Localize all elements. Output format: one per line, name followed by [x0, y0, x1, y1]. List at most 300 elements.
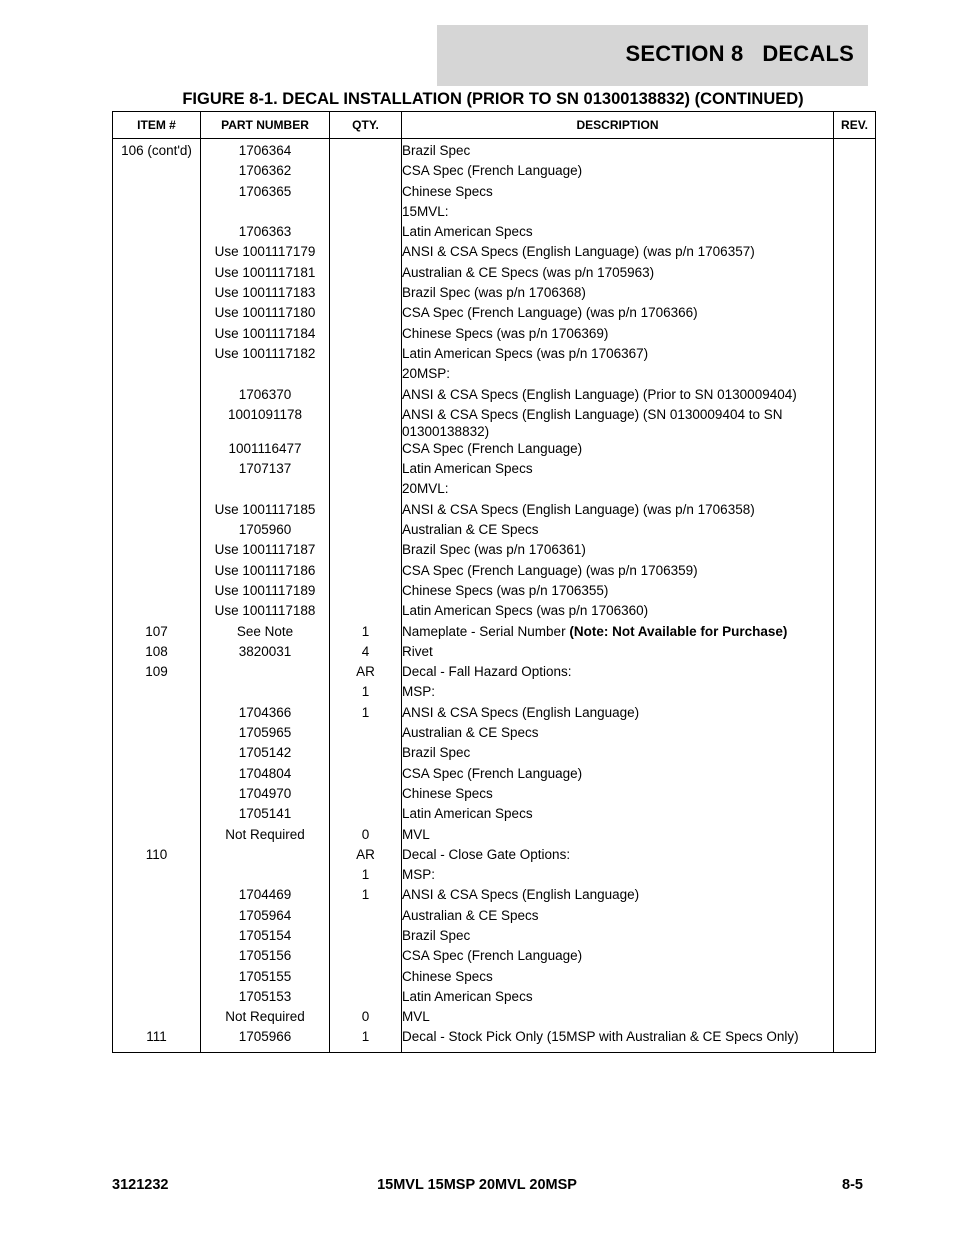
description-text: Australian & CE Specs: [402, 522, 539, 538]
qty-cell: [330, 264, 402, 284]
part-number-cell: [201, 203, 330, 223]
description-text: Brazil Spec: [402, 143, 471, 158]
description-text: CSA Spec (French Language) (was p/n 1706359): [402, 562, 698, 578]
table-row: [113, 683, 876, 703]
description-text: Chinese Specs: [402, 183, 493, 199]
description-text: Latin American Specs: [402, 988, 533, 1004]
qty-cell: [330, 724, 402, 744]
part-number-cell: 1706365: [201, 183, 330, 203]
description-cell: [402, 521, 834, 541]
item-number-cell: [113, 480, 201, 500]
description-cell: [402, 683, 834, 703]
table-row: [113, 541, 876, 561]
footer-models: 15MVL 15MSP 20MVL 20MSP: [377, 1177, 577, 1193]
table-row: [113, 866, 876, 886]
item-number-cell: [113, 183, 201, 203]
item-number-cell: 106 (cont'd): [113, 139, 201, 163]
description-cell: [402, 284, 834, 304]
rev-cell: [834, 139, 876, 163]
description-text: CSA Spec (French Language) (was p/n 1706366): [402, 305, 698, 321]
part-number-cell: Use 1001117183: [201, 284, 330, 304]
part-number-cell: 1704804: [201, 765, 330, 785]
description-text: ANSI & CSA Specs (English Language) (Prior to SN 0130009404): [402, 386, 797, 402]
table-row: [113, 927, 876, 947]
table-row: [113, 264, 876, 284]
description-cell: [402, 744, 834, 764]
description-cell: [402, 203, 834, 223]
description-text: ANSI & CSA Specs (English Language) (was p/n 1706358): [402, 501, 755, 517]
rev-cell: [834, 243, 876, 263]
table-row: [113, 947, 876, 967]
qty-cell: [330, 988, 402, 1008]
description-cell: [402, 886, 834, 906]
table-row: [113, 968, 876, 988]
part-number-cell: 1707137: [201, 460, 330, 480]
rev-cell: [834, 406, 876, 440]
table-row: [113, 602, 876, 622]
description-text: ANSI & CSA Specs (English Language) (was p/n 1706357): [402, 244, 755, 260]
description-text: Latin American Specs (was p/n 1706360): [402, 603, 649, 619]
qty-cell: [330, 183, 402, 203]
description-text: Brazil Spec: [402, 927, 471, 943]
description-text: MSP:: [402, 684, 436, 700]
item-number-cell: [113, 345, 201, 365]
table-row: [113, 988, 876, 1008]
qty-cell: [330, 325, 402, 345]
description-cell: [402, 264, 834, 284]
rev-cell: [834, 866, 876, 886]
item-number-cell: [113, 304, 201, 324]
rev-cell: [834, 886, 876, 906]
rev-cell: [834, 704, 876, 724]
item-number-cell: [113, 602, 201, 622]
rev-cell: [834, 365, 876, 385]
table-row: [113, 139, 876, 163]
description-text: Latin American Specs: [402, 224, 533, 240]
qty-cell: [330, 223, 402, 243]
rev-cell: [834, 623, 876, 643]
rev-cell: [834, 927, 876, 947]
header-description: DESCRIPTION: [402, 112, 834, 139]
description-cell: [402, 386, 834, 406]
part-number-cell: Use 1001117187: [201, 541, 330, 561]
rev-cell: [834, 284, 876, 304]
qty-cell: [330, 440, 402, 460]
description-text: CSA Spec (French Language): [402, 163, 583, 179]
table-row: [113, 243, 876, 263]
table-row: [113, 162, 876, 182]
rev-cell: [834, 345, 876, 365]
item-number-cell: [113, 907, 201, 927]
description-text: Nameplate - Serial Number: [402, 623, 570, 639]
table-row: [113, 704, 876, 724]
rev-cell: [834, 203, 876, 223]
rev-cell: [834, 968, 876, 988]
qty-cell: [330, 386, 402, 406]
description-cell: [402, 988, 834, 1008]
description-text: ANSI & CSA Specs (English Language) (SN 0130009404 to SN 01300138832): [402, 406, 783, 439]
rev-cell: [834, 501, 876, 521]
qty-cell: [330, 345, 402, 365]
description-cell: [402, 223, 834, 243]
description-text: Chinese Specs (was p/n 1706355): [402, 582, 609, 598]
rev-cell: [834, 162, 876, 182]
table-row: [113, 744, 876, 764]
part-number-cell: 1705964: [201, 907, 330, 927]
description-text: MVL: [402, 1009, 430, 1025]
qty-cell: [330, 139, 402, 163]
rev-cell: [834, 480, 876, 500]
rev-cell: [834, 264, 876, 284]
qty-cell: 4: [330, 643, 402, 663]
qty-cell: [330, 243, 402, 263]
header-rev: REV.: [834, 112, 876, 139]
qty-cell: [330, 582, 402, 602]
item-number-cell: [113, 223, 201, 243]
table-row: [113, 284, 876, 304]
qty-cell: [330, 460, 402, 480]
qty-cell: 0: [330, 1008, 402, 1028]
section-header: [437, 25, 868, 86]
part-number-cell: 1705141: [201, 805, 330, 825]
qty-cell: [330, 541, 402, 561]
part-number-cell: 1705142: [201, 744, 330, 764]
qty-cell: [330, 480, 402, 500]
description-text: Australian & CE Specs: [402, 725, 539, 741]
qty-cell: [330, 785, 402, 805]
part-number-cell: 1704366: [201, 704, 330, 724]
table-row: [113, 805, 876, 825]
item-number-cell: [113, 744, 201, 764]
part-number-cell: 1705156: [201, 947, 330, 967]
table-row: [113, 501, 876, 521]
qty-cell: [330, 805, 402, 825]
item-number-cell: [113, 683, 201, 703]
qty-cell: [330, 406, 402, 440]
table-row: [113, 203, 876, 223]
table-row: [113, 623, 876, 643]
part-number-cell: 1706363: [201, 223, 330, 243]
header-qty: QTY.: [330, 112, 402, 139]
description-cell: [402, 663, 834, 683]
description-cell: [402, 460, 834, 480]
rev-cell: [834, 582, 876, 602]
item-number-cell: [113, 785, 201, 805]
description-text: Chinese Specs: [402, 785, 493, 801]
rev-cell: [834, 1028, 876, 1053]
part-number-cell: 1705965: [201, 724, 330, 744]
header-part-number: PART NUMBER: [201, 112, 330, 139]
part-number-cell: See Note: [201, 623, 330, 643]
part-number-cell: 1706364: [201, 139, 330, 163]
description-text: CSA Spec (French Language): [402, 948, 583, 964]
description-cell: [402, 325, 834, 345]
part-number-cell: Use 1001117186: [201, 562, 330, 582]
rev-cell: [834, 643, 876, 663]
table-row: [113, 562, 876, 582]
qty-cell: 1: [330, 886, 402, 906]
description-cell: [402, 183, 834, 203]
table-row: [113, 183, 876, 203]
table-row: [113, 440, 876, 460]
qty-cell: 1: [330, 1028, 402, 1053]
qty-cell: 1: [330, 704, 402, 724]
description-cell: [402, 846, 834, 866]
table-row: [113, 460, 876, 480]
part-number-cell: Not Required: [201, 826, 330, 846]
item-number-cell: [113, 284, 201, 304]
qty-cell: [330, 501, 402, 521]
description-text: Rivet: [402, 643, 433, 659]
rev-cell: [834, 386, 876, 406]
description-text: Latin American Specs: [402, 806, 533, 822]
qty-cell: AR: [330, 663, 402, 683]
part-number-cell: 1705155: [201, 968, 330, 988]
part-number-cell: Use 1001117182: [201, 345, 330, 365]
description-cell: [402, 602, 834, 622]
item-number-cell: 108: [113, 643, 201, 663]
item-number-cell: [113, 501, 201, 521]
item-number-cell: [113, 826, 201, 846]
qty-cell: 1: [330, 623, 402, 643]
item-number-cell: [113, 704, 201, 724]
table-row: [113, 345, 876, 365]
part-number-cell: Use 1001117179: [201, 243, 330, 263]
description-cell: [402, 345, 834, 365]
item-number-cell: [113, 1008, 201, 1028]
table-row: [113, 907, 876, 927]
table-row: [113, 1028, 876, 1053]
description-text: Latin American Specs (was p/n 1706367): [402, 345, 649, 361]
description-note: (Note: Not Available for Purchase): [569, 623, 788, 639]
item-number-cell: [113, 866, 201, 886]
rev-cell: [834, 805, 876, 825]
table-row: [113, 304, 876, 324]
table-row: [113, 365, 876, 385]
part-number-cell: 1706370: [201, 386, 330, 406]
rev-cell: [834, 223, 876, 243]
description-text: 20MSP:: [402, 366, 451, 382]
part-number-cell: 1705960: [201, 521, 330, 541]
item-number-cell: [113, 988, 201, 1008]
item-number-cell: [113, 562, 201, 582]
qty-cell: [330, 927, 402, 947]
table-row: [113, 406, 876, 440]
table-row: [113, 643, 876, 663]
table-row: [113, 325, 876, 345]
description-cell: [402, 304, 834, 324]
rev-cell: [834, 724, 876, 744]
part-number-cell: [201, 480, 330, 500]
description-text: Australian & CE Specs: [402, 907, 539, 923]
parts-table: [112, 111, 876, 1053]
description-text: ANSI & CSA Specs (English Language): [402, 704, 640, 720]
description-text: MSP:: [402, 867, 436, 883]
description-text: MVL: [402, 826, 430, 842]
part-number-cell: [201, 846, 330, 866]
description-cell: [402, 139, 834, 163]
table-row: [113, 724, 876, 744]
part-number-cell: 1001116477: [201, 440, 330, 460]
rev-cell: [834, 765, 876, 785]
table-row: [113, 765, 876, 785]
rev-cell: [834, 521, 876, 541]
rev-cell: [834, 304, 876, 324]
table-row: [113, 521, 876, 541]
item-number-cell: [113, 521, 201, 541]
rev-cell: [834, 683, 876, 703]
item-number-cell: [113, 765, 201, 785]
description-cell: [402, 643, 834, 663]
section-title: SECTION 8 DECALS: [625, 41, 854, 66]
item-number-cell: [113, 968, 201, 988]
description-text: Australian & CE Specs (was p/n 1705963): [402, 264, 655, 280]
description-cell: [402, 562, 834, 582]
description-text: Decal - Stock Pick Only (15MSP with Australian & CE Specs Only): [402, 1029, 799, 1045]
rev-cell: [834, 562, 876, 582]
part-number-cell: [201, 365, 330, 385]
rev-cell: [834, 440, 876, 460]
qty-cell: [330, 968, 402, 988]
part-number-cell: 1704970: [201, 785, 330, 805]
table-header-row: [113, 112, 876, 139]
description-cell: [402, 704, 834, 724]
table-row: [113, 826, 876, 846]
item-number-cell: [113, 264, 201, 284]
description-text: Brazil Spec (was p/n 1706361): [402, 542, 586, 558]
description-text: 20MVL:: [402, 481, 449, 497]
description-cell: [402, 365, 834, 385]
item-number-cell: [113, 203, 201, 223]
qty-cell: [330, 765, 402, 785]
part-number-cell: Use 1001117180: [201, 304, 330, 324]
table-row: [113, 386, 876, 406]
item-number-cell: [113, 724, 201, 744]
description-text: Chinese Specs: [402, 968, 493, 984]
item-number-cell: [113, 243, 201, 263]
qty-cell: [330, 203, 402, 223]
qty-cell: 0: [330, 826, 402, 846]
description-cell: [402, 785, 834, 805]
description-cell: [402, 480, 834, 500]
description-cell: [402, 805, 834, 825]
part-number-cell: [201, 683, 330, 703]
description-text: Brazil Spec (was p/n 1706368): [402, 285, 586, 301]
description-cell: [402, 724, 834, 744]
item-number-cell: [113, 406, 201, 440]
rev-cell: [834, 183, 876, 203]
item-number-cell: [113, 325, 201, 345]
item-number-cell: [113, 927, 201, 947]
item-number-cell: [113, 440, 201, 460]
description-cell: [402, 947, 834, 967]
description-text: ANSI & CSA Specs (English Language): [402, 887, 640, 903]
item-number-cell: [113, 947, 201, 967]
description-cell: [402, 1028, 834, 1053]
part-number-cell: 1704469: [201, 886, 330, 906]
qty-cell: [330, 365, 402, 385]
rev-cell: [834, 846, 876, 866]
description-cell: [402, 541, 834, 561]
item-number-cell: 111: [113, 1028, 201, 1053]
description-cell: [402, 623, 834, 643]
part-number-cell: 1705154: [201, 927, 330, 947]
description-cell: [402, 765, 834, 785]
table-row: [113, 785, 876, 805]
item-number-cell: [113, 582, 201, 602]
rev-cell: [834, 988, 876, 1008]
part-number-cell: 1706362: [201, 162, 330, 182]
part-number-cell: 1705966: [201, 1028, 330, 1053]
item-number-cell: [113, 541, 201, 561]
item-number-cell: [113, 162, 201, 182]
part-number-cell: 1001091178: [201, 406, 330, 440]
item-number-cell: [113, 805, 201, 825]
description-cell: [402, 866, 834, 886]
item-number-cell: [113, 886, 201, 906]
qty-cell: [330, 521, 402, 541]
qty-cell: [330, 162, 402, 182]
figure-title: FIGURE 8-1. DECAL INSTALLATION (PRIOR TO SN 01300138832) (CONTINUED): [182, 90, 804, 108]
description-cell: [402, 406, 834, 440]
description-cell: [402, 1008, 834, 1028]
qty-cell: [330, 602, 402, 622]
part-number-cell: [201, 663, 330, 683]
qty-cell: [330, 907, 402, 927]
qty-cell: [330, 947, 402, 967]
part-number-cell: Use 1001117188: [201, 602, 330, 622]
description-cell: [402, 927, 834, 947]
rev-cell: [834, 785, 876, 805]
footer-page-number: 8-5: [842, 1177, 863, 1193]
table-row: [113, 223, 876, 243]
qty-cell: [330, 304, 402, 324]
description-text: Brazil Spec: [402, 745, 471, 761]
description-text: Decal - Fall Hazard Options:: [402, 664, 572, 680]
part-number-cell: Not Required: [201, 1008, 330, 1028]
table-row: [113, 846, 876, 866]
rev-cell: [834, 663, 876, 683]
table-row: [113, 886, 876, 906]
rev-cell: [834, 602, 876, 622]
qty-cell: AR: [330, 846, 402, 866]
item-number-cell: [113, 460, 201, 480]
rev-cell: [834, 1008, 876, 1028]
qty-cell: 1: [330, 866, 402, 886]
qty-cell: [330, 562, 402, 582]
part-number-cell: Use 1001117181: [201, 264, 330, 284]
description-cell: [402, 440, 834, 460]
part-number-cell: [201, 866, 330, 886]
rev-cell: [834, 947, 876, 967]
part-number-cell: 1705153: [201, 988, 330, 1008]
item-number-cell: [113, 386, 201, 406]
table-row: [113, 663, 876, 683]
description-text: CSA Spec (French Language): [402, 765, 583, 781]
qty-cell: 1: [330, 683, 402, 703]
rev-cell: [834, 325, 876, 345]
description-cell: [402, 826, 834, 846]
part-number-cell: Use 1001117189: [201, 582, 330, 602]
description-cell: [402, 582, 834, 602]
description-text: 15MVL:: [402, 203, 449, 219]
description-cell: [402, 501, 834, 521]
item-number-cell: [113, 365, 201, 385]
part-number-cell: Use 1001117185: [201, 501, 330, 521]
table-body: [113, 139, 876, 1053]
rev-cell: [834, 460, 876, 480]
description-text: Chinese Specs (was p/n 1706369): [402, 325, 609, 341]
